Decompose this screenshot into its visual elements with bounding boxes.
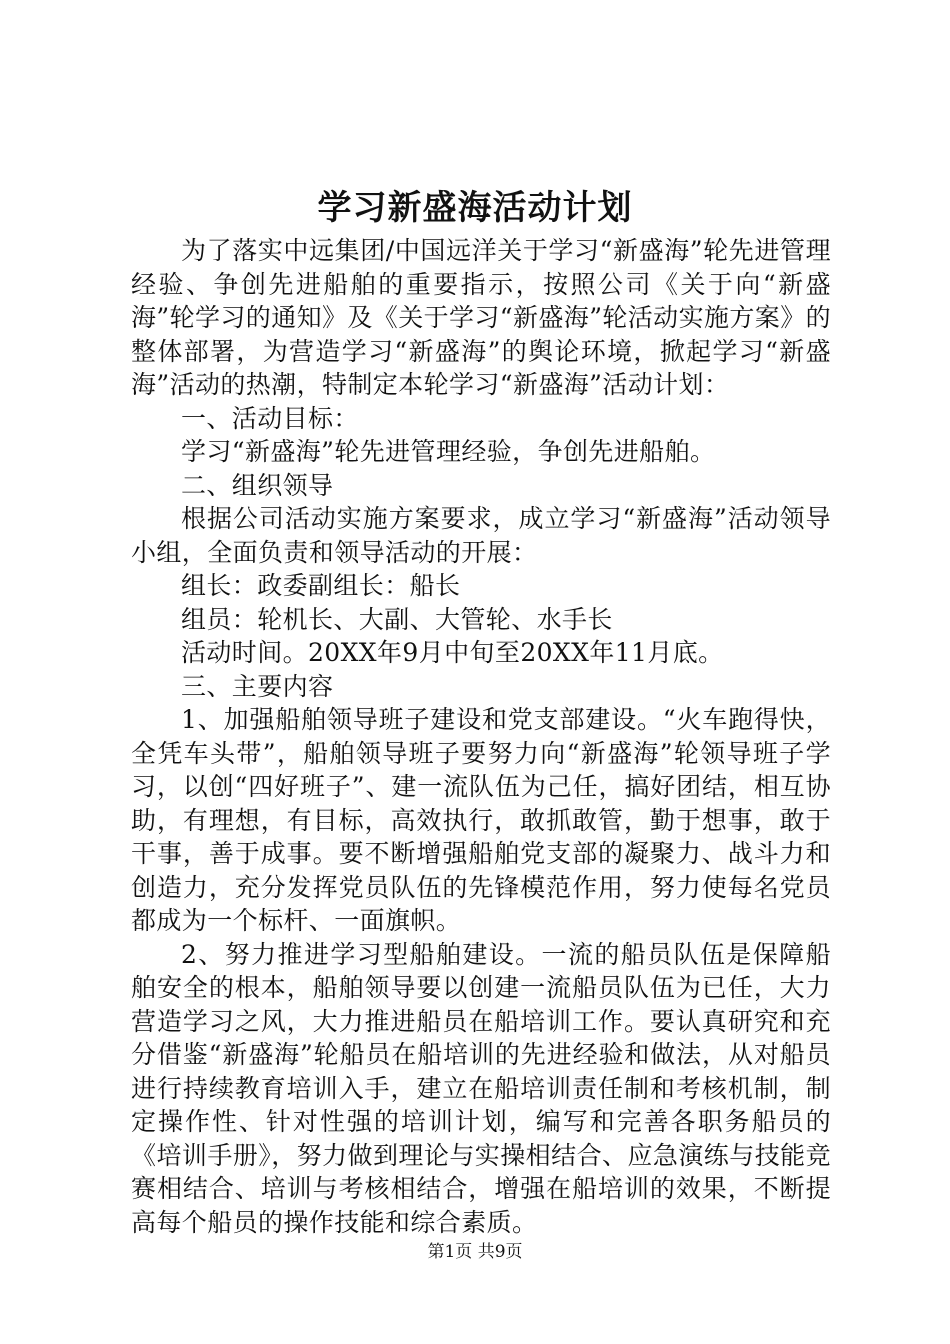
heading-main-content: 三、主要内容 [181,671,334,701]
page-footer: 第1页 共9页 [427,1242,523,1262]
paragraph-group-members: 组员：轮机长、大副、大管轮、水手长 [181,604,613,634]
heading-activity-goal: 一、活动目标： [181,403,359,433]
heading-organization: 二、组织领导 [181,470,334,500]
document-title: 学习新盛海活动计划 [317,188,633,228]
paragraph-activity-goal: 学习“新盛海”轮先进管理经验，争创先进船舶。 [181,437,716,466]
paragraph-content-1: 1、加强船舶领导班子建设和党支部建设。“火车跑得快，全凭车头带”，船舶领导班子要努力向“新盛海”轮领导班子学习，以创“四好班子”、建一流队伍为己任，搞好团结，相互协助，有理想，有目标，高效执行，敢抓敢管，勤于想事，敢于干事，善于成事。要不断增强船舶党支部的凝聚力、战斗力和创造力，充分发挥党员队伍的先锋模范作用，努力使每名党员都成为一个标杆、一面旗帜。 [131,705,831,935]
paragraph-content-2: 2、努力推进学习型船舶建设。一流的船员队伍是保障船舶安全的根本，船舶领导要以创建一流船员队伍为已任，大力营造学习之风，大力推进船员在船培训工作。要认真研究和充分借鉴“新盛海”轮船员在船培训的先进经验和做法，从对船员进行持续教育培训入手，建立在船培训责任制和考核机制，制定操作性、针对性强的培训计划，编写和完善各职务船员的《培训手册》，努力做到理论与实操相结合、应急演练与技能竞赛相结合、培训与考核相结合，增强在船培训的效果，不断提高每个船员的操作技能和综合素质。 [131,939,831,1237]
paragraph-group-leader: 组长：政委副组长：船长 [181,571,461,600]
document-body [131,234,831,1239]
paragraph-intro: 为了落实中远集团/中国远洋关于学习“新盛海”轮先进管理经验、争创先进船舶的重要指示，按照公司《关于向“新盛海”轮学习的通知》及《关于学习“新盛海”轮活动实施方案》的整体部署，为营造学习“新盛海”的舆论环境，掀起学习“新盛海”活动的热潮，特制定本轮学习“新盛海”活动计划： [131,236,831,399]
paragraph-organization: 根据公司活动实施方案要求，成立学习“新盛海”活动领导小组，全面负责和领导活动的开展： [131,504,831,567]
paragraph-activity-time: 活动时间。20XX年9月中旬至20XX年11月底。 [181,638,724,667]
